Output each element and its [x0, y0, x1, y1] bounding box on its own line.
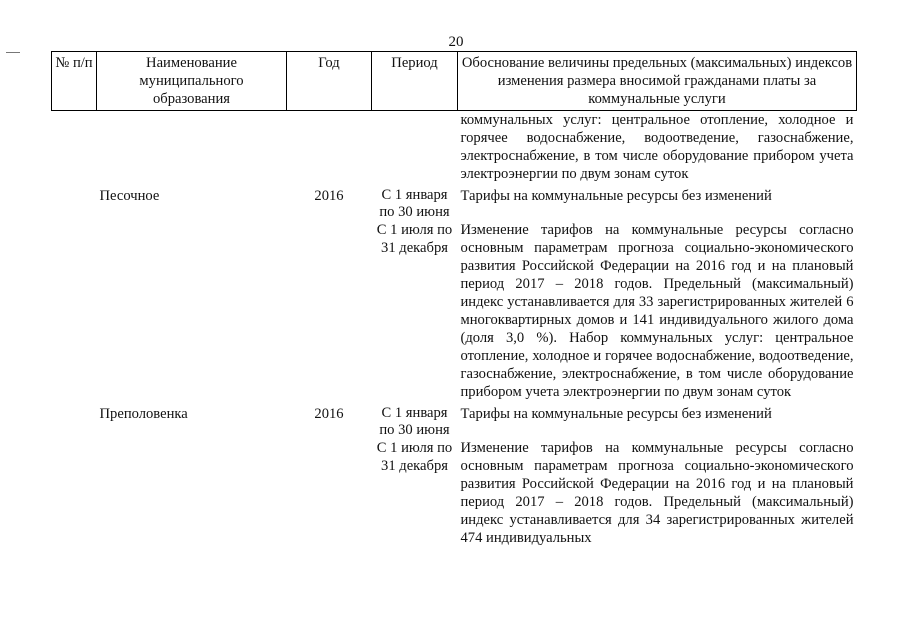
table-row: [52, 439, 857, 547]
municipality-name: Песочное: [99, 188, 160, 204]
basis-no-change: Тарифы на коммунальные ресурсы без изменений: [460, 188, 772, 204]
header-number: № п/п: [52, 52, 97, 111]
table-header-row: [52, 52, 857, 111]
municipality-name: Преполовенка: [99, 406, 188, 422]
year-cell: 2016: [314, 406, 344, 422]
table-row-carryover: [52, 111, 857, 184]
year-cell: 2016: [314, 188, 344, 204]
carryover-text: коммунальных услуг: центральное отопление, холодное и горячее водоснабжение, водоотведение, газоснабжение, электроснабжение, в том числе оборудование прибором учета электроэнергии по двум зонам суток: [460, 112, 854, 182]
period-first-half: С 1 января по 30 июня: [379, 187, 450, 220]
basis-no-change: Тарифы на коммунальные ресурсы без изменений: [460, 406, 772, 422]
header-municipality: Наименование муниципального образования: [97, 52, 287, 111]
tariff-index-table: [51, 51, 857, 547]
basis-change-text: Изменение тарифов на коммунальные ресурсы согласно основным параметрам прогноза социально-экономического развития Российской Федерации на 2016 год и на плановый период 2017 – 2018 годов. Предельный (максимальный) индекс устанавливается для 34 зарегистрированных жителей 474 индивидуальных: [460, 440, 854, 546]
header-basis: Обоснование величины предельных (максимальных) индексов изменения размера вносимой гражданами платы за коммунальные услуги: [458, 52, 857, 111]
table-row: [52, 405, 857, 439]
period-second-half: С 1 июля по 31 декабря: [376, 222, 453, 256]
period-first-half: С 1 января по 30 июня: [379, 405, 450, 438]
header-period: Период: [372, 52, 458, 111]
header-year: Год: [287, 52, 372, 111]
page-number: 20: [448, 34, 464, 50]
table-row: [52, 187, 857, 221]
period-second-half: С 1 июля по 31 декабря: [376, 440, 453, 474]
basis-change-text: Изменение тарифов на коммунальные ресурсы согласно основным параметрам прогноза социально-экономического развития Российской Федерации на 2016 год и на плановый период 2017 – 2018 годов. Предельный (максимальный) индекс устанавливается для 33 зарегистрированных жителей 6 многоквартирных домов и 141 индивидуального жилого дома (доля 3,0 %). Набор коммунальных услуг: центральное отопление, холодное и горячее водоснабжение, водоотведение, газоснабжение, электроснабжение, в том числе оборудование прибором учета электроэнергии по двум зонам суток: [460, 222, 854, 400]
table-row: [52, 221, 857, 401]
margin-mark: [6, 52, 20, 53]
